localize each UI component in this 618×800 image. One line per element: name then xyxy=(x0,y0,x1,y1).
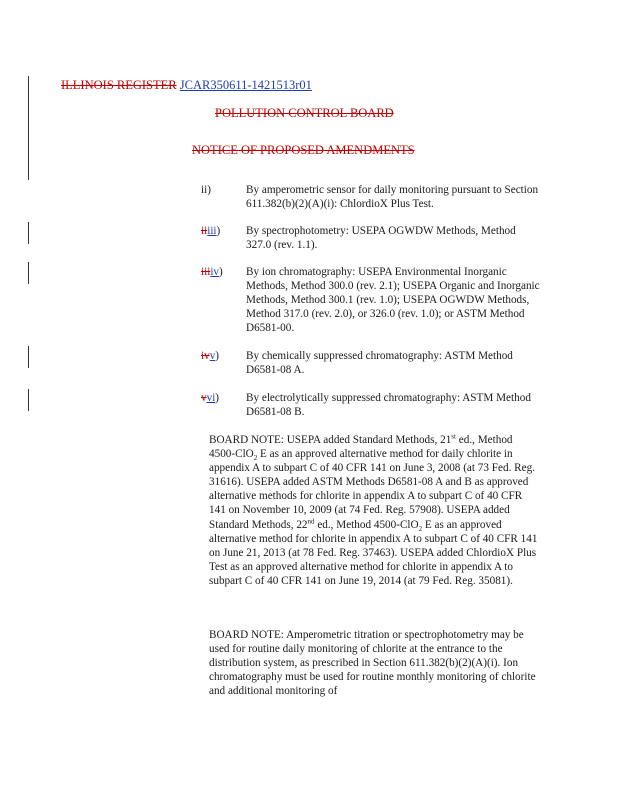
change-bar xyxy=(28,389,29,411)
deleted-label: ii xyxy=(201,225,208,237)
item-label: vvi) xyxy=(201,392,220,404)
item-text: By amperometric sensor for daily monitoring pursuant to Section 611.382(b)(2)(A)(i): ChlordioX Plus Test. xyxy=(246,184,539,210)
board-title: POLLUTION CONTROL BOARD xyxy=(215,106,394,120)
inserted-label: vi xyxy=(206,392,216,404)
board-note: BOARD NOTE: USEPA added Standard Methods, 21st ed., Method 4500-ClO$_2$ E as an approved alternative method for daily chlorite in appendix A to subpart C of 40 CFR 141 on June 3, 2008 (at 73 Fed. Reg. 31616). USEPA added ASTM Methods D6581-08 A and B as approved alternative methods for chlorite in appendix A to subpart C of 40 CFR 141 on November 10, 2009 (at 74 Fed. Reg. 57908). USEPA added Standard Methods, 22nd ed., Method 4500-ClO$_2$ E as an approved alternative method for chlorite in appendix A to subpart C of 40 CFR 141 on June 21, 2013 (at 78 Fed. Reg. 37463). USEPA added ChlordioX Plus Test as an approved alternative method for chlorite in appendix A to subpart C of 40 CFR 141 on June 19, 2014 (at 79 Fed. Reg. 35081). xyxy=(209,432,538,587)
item-text: By chemically suppressed chromatography: ASTM Method D6581-08 A. xyxy=(246,350,513,376)
list-item xyxy=(201,349,541,377)
item-text: By electrolytically suppressed chromatography: ASTM Method D6581-08 B. xyxy=(246,392,531,418)
deleted-label: v xyxy=(201,392,207,404)
list-item xyxy=(201,391,541,419)
register-title: ILLINOIS REGISTER xyxy=(61,78,177,92)
list-item xyxy=(201,265,541,335)
inserted-label: v xyxy=(209,350,216,362)
deleted-label: iv xyxy=(201,350,210,362)
jcar-code: JCAR350611-1421513r01 xyxy=(179,78,312,92)
change-bar xyxy=(28,76,29,180)
list-item xyxy=(201,183,541,211)
deleted-label: iii xyxy=(201,266,211,278)
inserted-label: iii xyxy=(207,225,217,237)
inserted-label: iv xyxy=(210,266,220,278)
item-label: ivv) xyxy=(201,350,220,362)
register-header xyxy=(61,78,312,93)
item-text: By ion chromatography: USEPA Environmental Inorganic Methods, Method 300.0 (rev. 2.1); USEPA Organic and Inorganic Methods, Method 300.1 (rev. 1.0); USEPA OGWDW Methods, Method 317.0 (rev. 2.0), or 326.0 (rev. 1.0); or ASTM Method D6581-00. xyxy=(246,266,540,334)
change-bar xyxy=(28,222,29,244)
board-note: BOARD NOTE: Amperometric titration or spectrophotometry may be used for routine daily monitoring of chlorite at the entrance to the distribution system, as prescribed in Section 611.382(b)(2)(A)(i). Ion chromatography must be used for routine monthly monitoring of chlorite and additional monitoring of xyxy=(209,629,536,698)
item-label: iiiii) xyxy=(201,225,221,237)
item-text: By spectrophotometry: USEPA OGWDW Methods, Method 327.0 (rev. 1.1). xyxy=(246,225,516,251)
item-label: ii) xyxy=(201,184,211,196)
change-bar xyxy=(28,346,29,368)
item-label: iiiiv) xyxy=(201,266,223,278)
change-bar xyxy=(28,262,29,284)
notice-title: NOTICE OF PROPOSED AMENDMENTS xyxy=(192,143,415,157)
list-item xyxy=(201,224,541,252)
